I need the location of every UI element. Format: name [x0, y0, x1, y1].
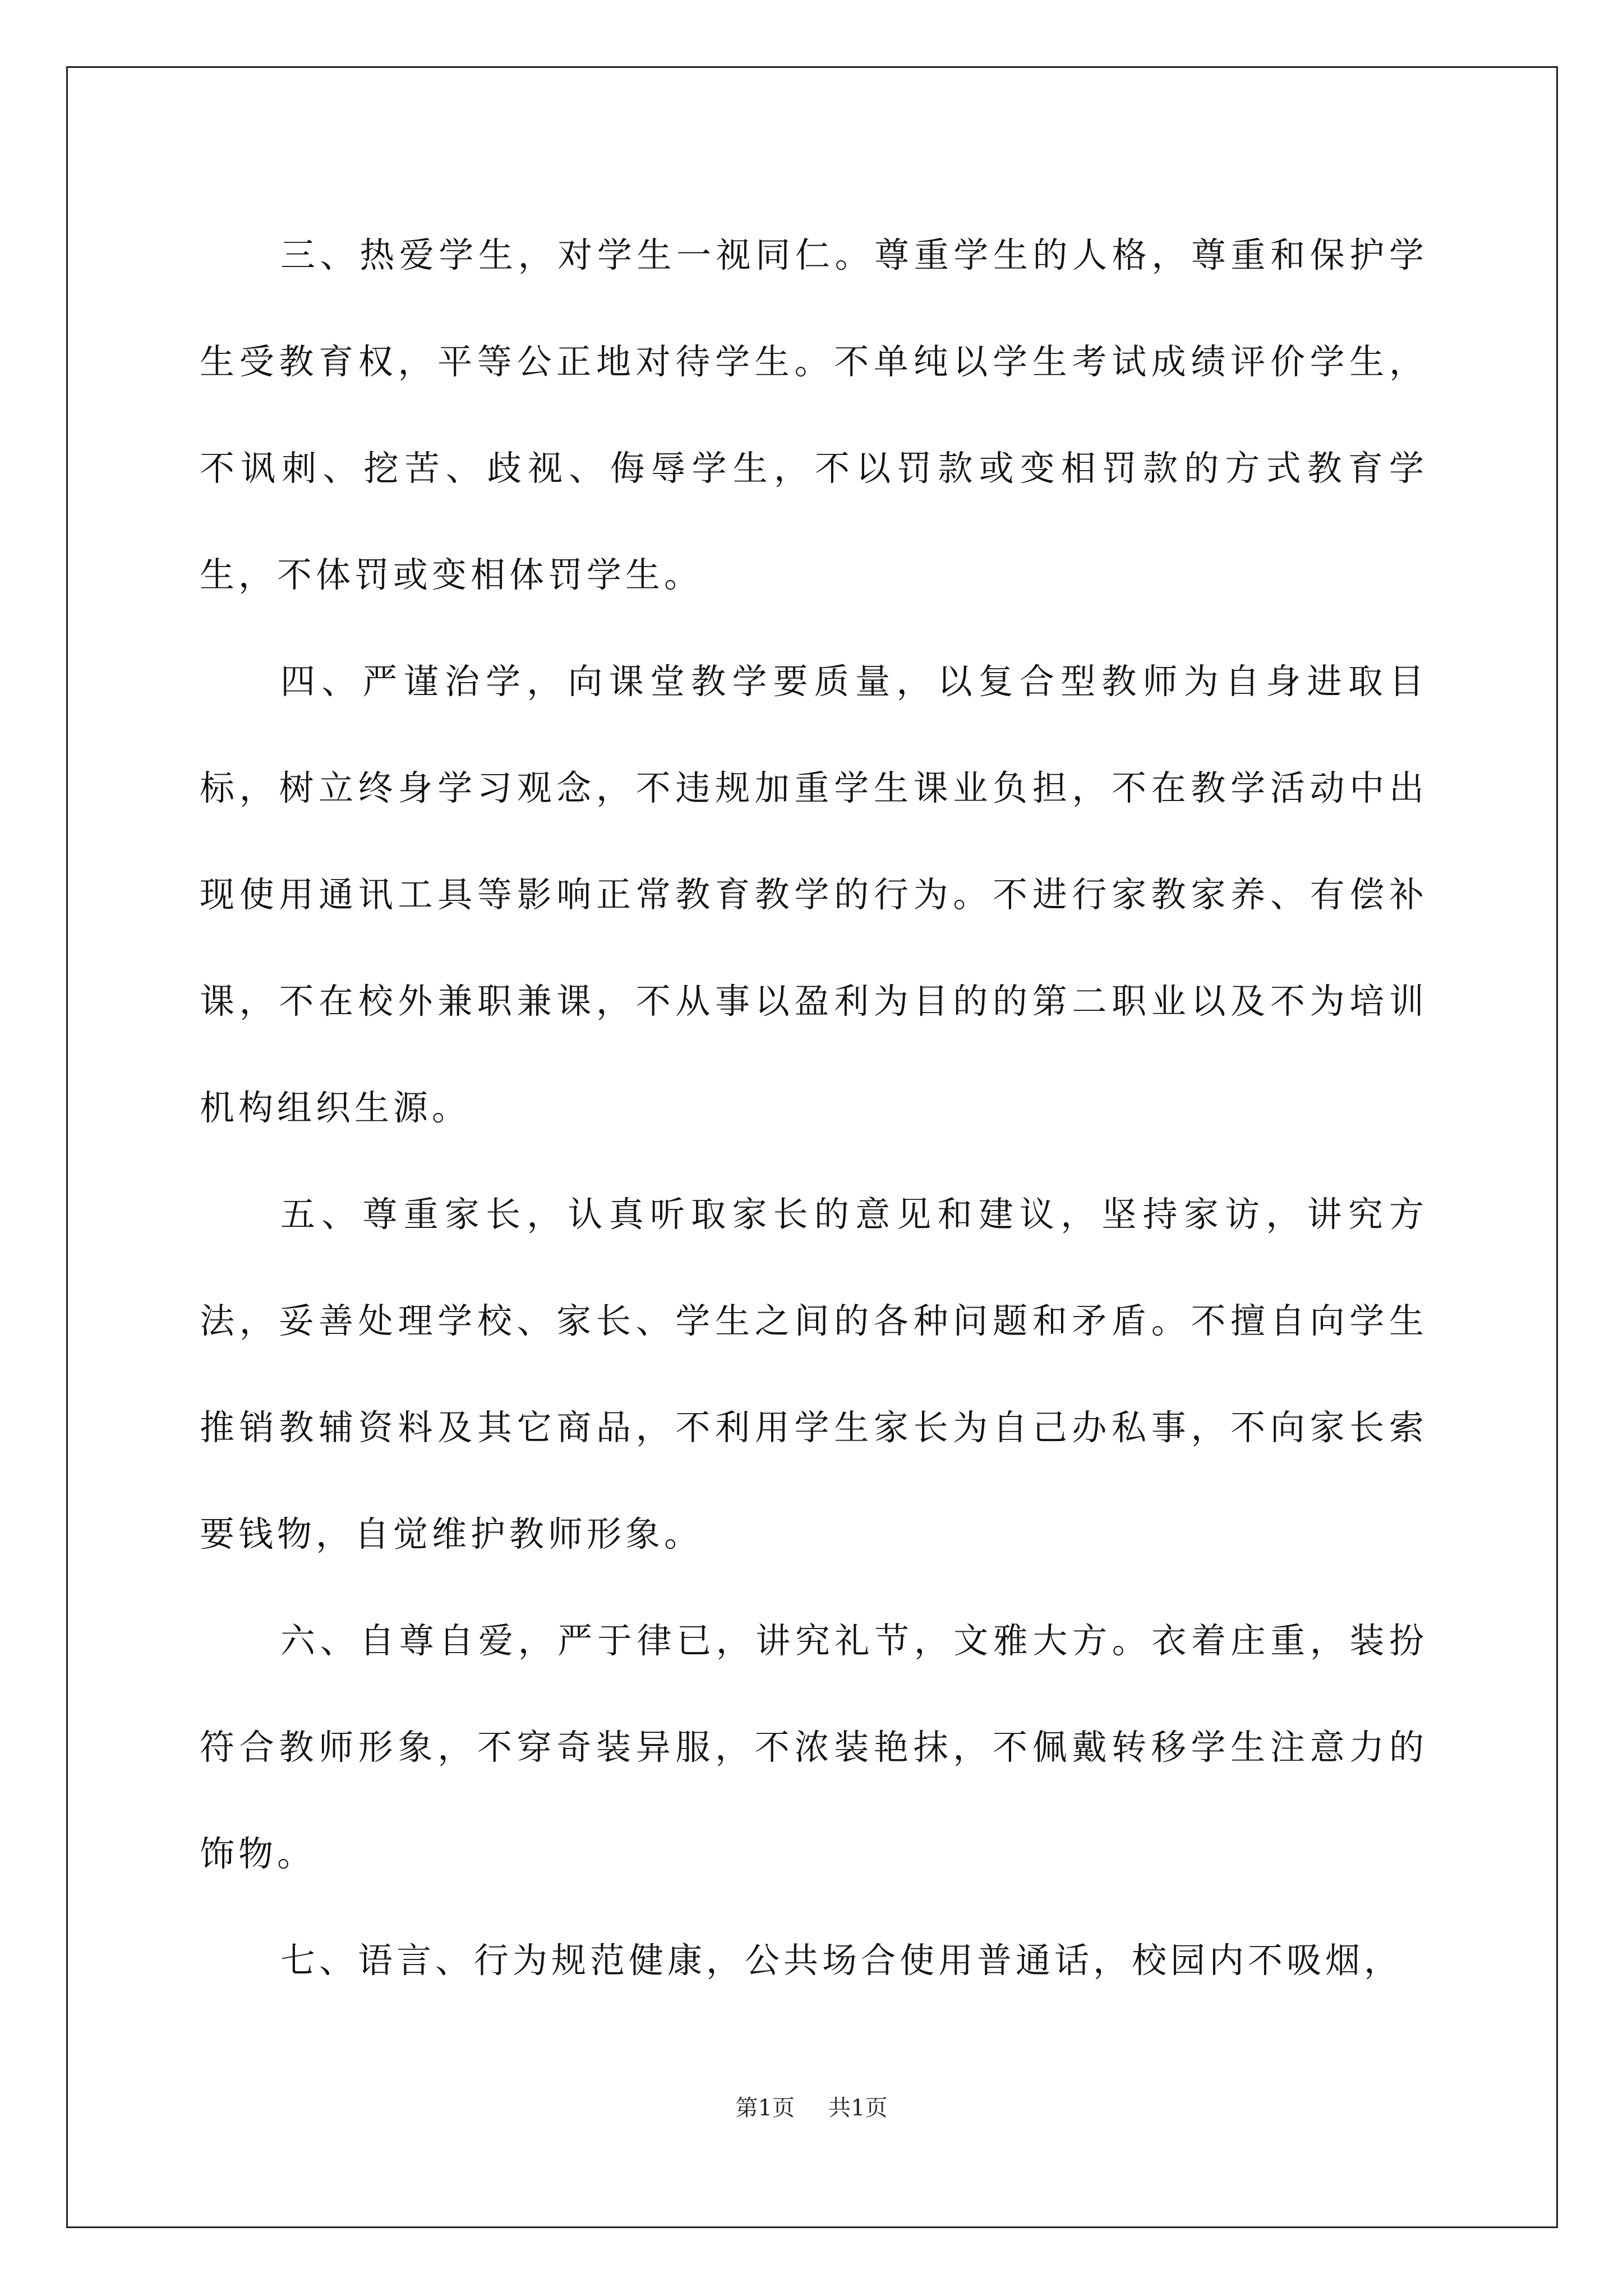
document-body	[200, 202, 1428, 2014]
paragraph-5: 五、尊重家长，认真听取家长的意见和建议，坚持家访，讲究方法，妥善处理学校、家长、学生之间的各种问题和矛盾。不擅自向学生推销教辅资料及其它商品，不利用学生家长为自己办私事，不向家长索要钱物，自觉维护教师形象。	[200, 1194, 1428, 1554]
paragraph-4: 四、严谨治学，向课堂教学要质量，以复合型教师为自身进取目标，树立终身学习观念，不违规加重学生课业负担，不在教学活动中出现使用通讯工具等影响正常教育教学的行为。不进行家教家养、有偿补课，不在校外兼职兼课，不从事以盈利为目的的第二职业以及不为培训机构组织生源。	[200, 661, 1428, 1128]
page-footer	[0, 2091, 1623, 2125]
paragraph-6: 六、自尊自爱，严于律已，讲究礼节，文雅大方。衣着庄重，装扮符合教师形象，不穿奇装异服，不浓装艳抹，不佩戴转移学生注意力的饰物。	[200, 1620, 1428, 1874]
page-total: 共1页	[828, 2095, 888, 2121]
paragraph-3: 三、热爱学生，对学生一视同仁。尊重学生的人格，尊重和保护学生受教育权，平等公正地对待学生。不单纯以学生考试成绩评价学生，不讽刺、挖苦、歧视、侮辱学生，不以罚款或变相罚款的方式教育学生，不体罚或变相体罚学生。	[200, 234, 1428, 595]
paragraph-7: 七、语言、行为规范健康，公共场合使用普通话，校园内不吸烟，	[280, 1940, 1403, 1981]
page-number: 第1页	[735, 2095, 795, 2121]
